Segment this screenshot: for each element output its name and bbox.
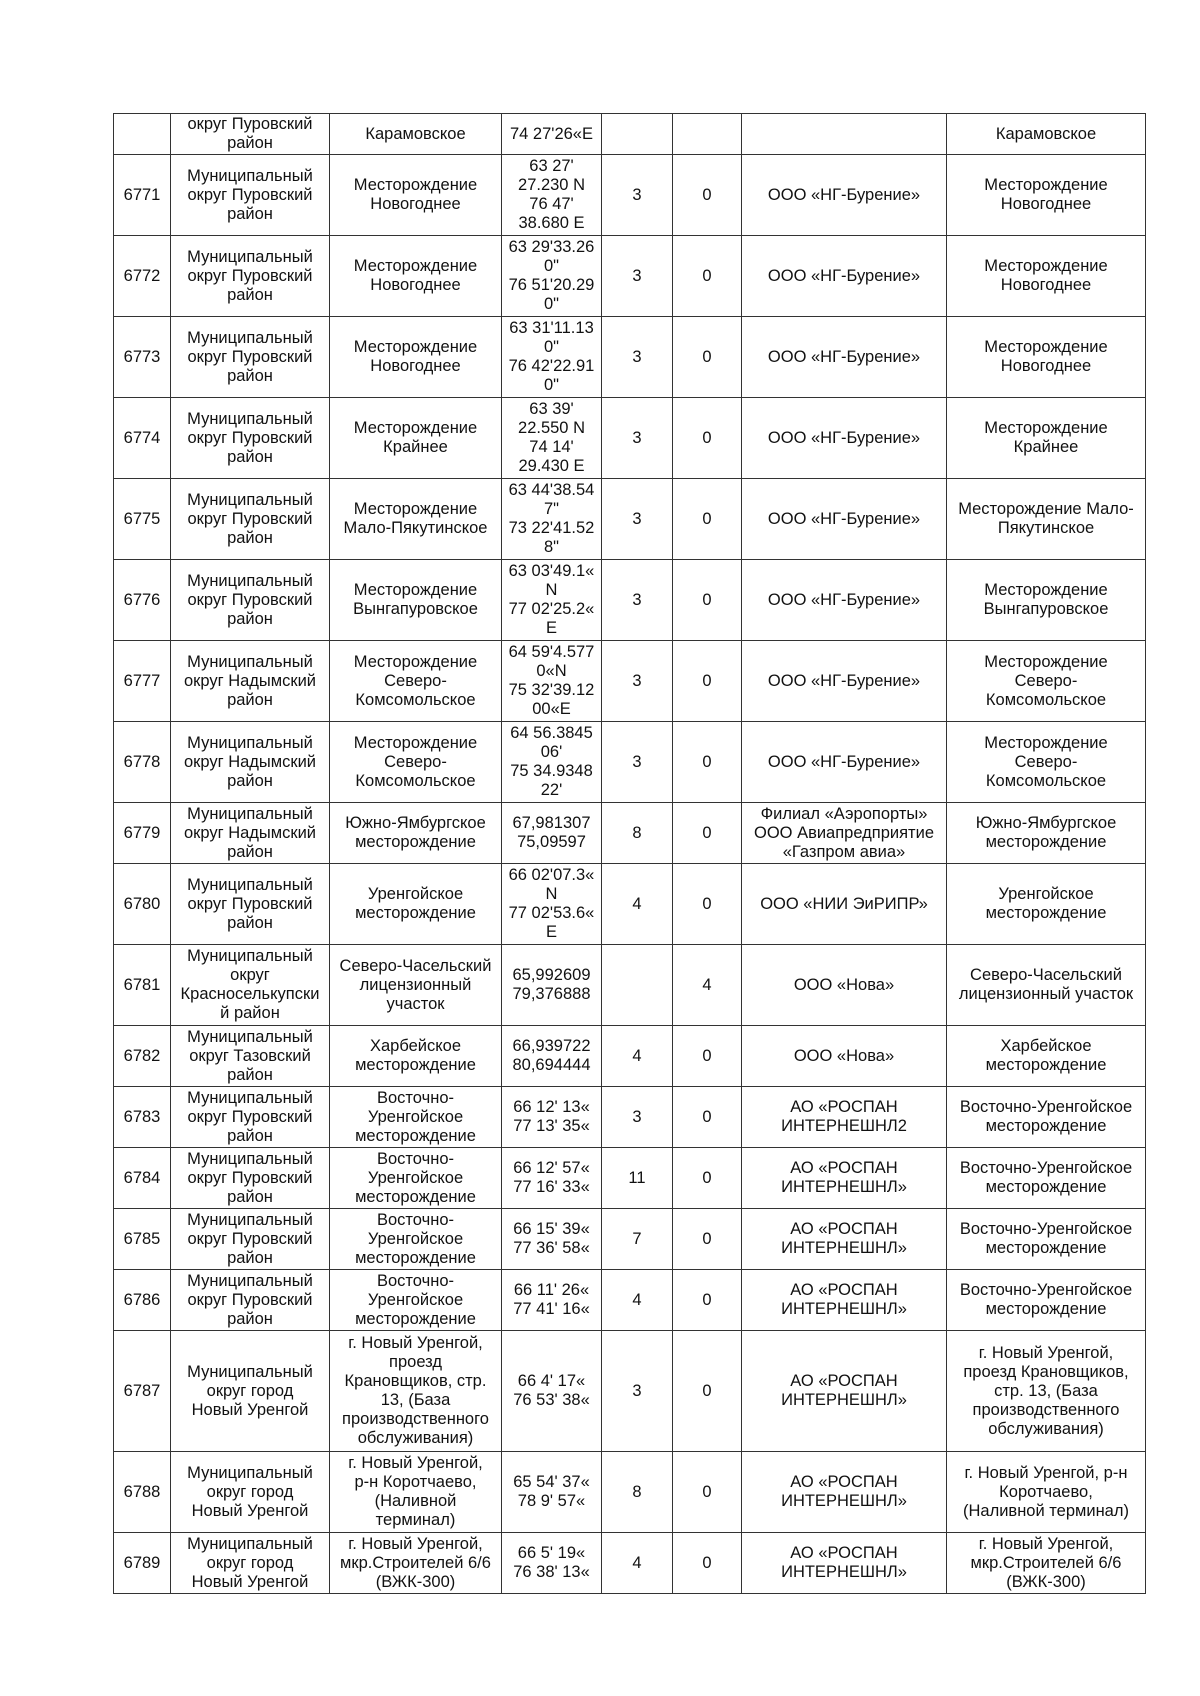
district-cell: Муниципальный округ Пуровский район [171, 1148, 330, 1209]
count-cell: 3 [602, 641, 673, 722]
table-row [114, 560, 1146, 641]
row-number: 6788 [114, 1452, 171, 1533]
place-cell: Карамовское [330, 114, 502, 155]
location-cell: г. Новый Уренгой, мкр.Строителей 6/6 (ВЖК-300) [947, 1533, 1146, 1594]
organization-cell: АО «РОСПАН ИНТЕРНЕШНЛ» [742, 1331, 947, 1452]
table-row [114, 641, 1146, 722]
organization-cell: ООО «НИИ ЭиРИПР» [742, 864, 947, 945]
row-number: 6784 [114, 1148, 171, 1209]
organization-cell: ООО «НГ-Бурение» [742, 155, 947, 236]
count2-cell: 0 [673, 560, 742, 641]
location-cell: Северо-Часельский лицензионный участок [947, 945, 1146, 1026]
row-number: 6789 [114, 1533, 171, 1594]
district-cell: Муниципальный округ Надымский район [171, 722, 330, 803]
organization-cell: АО «РОСПАН ИНТЕРНЕШНЛ» [742, 1148, 947, 1209]
count2-cell: 0 [673, 236, 742, 317]
registry-table [113, 113, 1146, 1594]
place-cell: Южно-Ямбургское месторождение [330, 803, 502, 864]
location-cell: Южно-Ямбургское месторождение [947, 803, 1146, 864]
count2-cell: 0 [673, 1331, 742, 1452]
table-row [114, 803, 1146, 864]
organization-cell: АО «РОСПАН ИНТЕРНЕШНЛ» [742, 1452, 947, 1533]
table-body [114, 114, 1146, 1594]
count2-cell: 0 [673, 155, 742, 236]
count2-cell [673, 114, 742, 155]
location-cell: Месторождение Северо- Комсомольское [947, 722, 1146, 803]
coordinates-cell: 66 12' 57« 77 16' 33« [502, 1148, 602, 1209]
place-cell: Уренгойское месторождение [330, 864, 502, 945]
count-cell: 3 [602, 722, 673, 803]
coordinates-cell: 65 54' 37« 78 9' 57« [502, 1452, 602, 1533]
place-cell: Месторождение Новогоднее [330, 317, 502, 398]
coordinates-cell: 64 56.3845 06' 75 34.9348 22' [502, 722, 602, 803]
district-cell: Муниципальный округ Пуровский район [171, 1209, 330, 1270]
count-cell [602, 114, 673, 155]
coordinates-cell: 74 27'26«E [502, 114, 602, 155]
count2-cell: 0 [673, 479, 742, 560]
place-cell: Месторождение Северо- Комсомольское [330, 641, 502, 722]
coordinates-cell: 66 5' 19« 76 38' 13« [502, 1533, 602, 1594]
district-cell: Муниципальный округ город Новый Уренгой [171, 1533, 330, 1594]
row-number: 6778 [114, 722, 171, 803]
place-cell: Месторождение Вынгапуровское [330, 560, 502, 641]
count-cell [602, 945, 673, 1026]
place-cell: г. Новый Уренгой, р-н Коротчаево, (Наливной терминал) [330, 1452, 502, 1533]
count-cell: 4 [602, 1026, 673, 1087]
row-number: 6777 [114, 641, 171, 722]
location-cell: Восточно-Уренгойское месторождение [947, 1209, 1146, 1270]
district-cell: Муниципальный округ Пуровский район [171, 560, 330, 641]
location-cell: Месторождение Новогоднее [947, 317, 1146, 398]
table-row [114, 1533, 1146, 1594]
table-row [114, 945, 1146, 1026]
district-cell: Муниципальный округ город Новый Уренгой [171, 1452, 330, 1533]
table-row [114, 155, 1146, 236]
location-cell: Уренгойское месторождение [947, 864, 1146, 945]
organization-cell: ООО «Нова» [742, 1026, 947, 1087]
district-cell: Муниципальный округ Пуровский район [171, 1270, 330, 1331]
district-cell: Муниципальный округ Надымский район [171, 803, 330, 864]
count2-cell: 0 [673, 1087, 742, 1148]
place-cell: Месторождение Мало-Пякутинское [330, 479, 502, 560]
district-cell: Муниципальный округ Тазовский район [171, 1026, 330, 1087]
place-cell: Восточно- Уренгойское месторождение [330, 1148, 502, 1209]
location-cell: Восточно-Уренгойское месторождение [947, 1270, 1146, 1331]
district-cell: Муниципальный округ Пуровский район [171, 398, 330, 479]
row-number: 6782 [114, 1026, 171, 1087]
coordinates-cell: 67,981307 75,09597 [502, 803, 602, 864]
count-cell: 7 [602, 1209, 673, 1270]
location-cell: Месторождение Мало- Пякутинское [947, 479, 1146, 560]
coordinates-cell: 63 03'49.1« N 77 02'25.2« E [502, 560, 602, 641]
location-cell: Месторождение Северо- Комсомольское [947, 641, 1146, 722]
table-row [114, 236, 1146, 317]
location-cell: Месторождение Крайнее [947, 398, 1146, 479]
location-cell: Месторождение Новогоднее [947, 236, 1146, 317]
location-cell: Месторождение Новогоднее [947, 155, 1146, 236]
table-row [114, 479, 1146, 560]
count-cell: 8 [602, 1452, 673, 1533]
coordinates-cell: 66 15' 39« 77 36' 58« [502, 1209, 602, 1270]
location-cell: Харбейское месторождение [947, 1026, 1146, 1087]
row-number: 6774 [114, 398, 171, 479]
coordinates-cell: 64 59'4.577 0«N 75 32'39.12 00«E [502, 641, 602, 722]
location-cell: г. Новый Уренгой, р-н Коротчаево, (Наливной терминал) [947, 1452, 1146, 1533]
place-cell: Харбейское месторождение [330, 1026, 502, 1087]
district-cell: округ Пуровский район [171, 114, 330, 155]
place-cell: Месторождение Крайнее [330, 398, 502, 479]
row-number: 6786 [114, 1270, 171, 1331]
place-cell: Северо-Часельский лицензионный участок [330, 945, 502, 1026]
district-cell: Муниципальный округ Красноселькупски й район [171, 945, 330, 1026]
district-cell: Муниципальный округ город Новый Уренгой [171, 1331, 330, 1452]
row-number: 6779 [114, 803, 171, 864]
count2-cell: 0 [673, 803, 742, 864]
table-row [114, 317, 1146, 398]
organization-cell: ООО «НГ-Бурение» [742, 236, 947, 317]
row-number: 6783 [114, 1087, 171, 1148]
count-cell: 4 [602, 1270, 673, 1331]
count-cell: 3 [602, 155, 673, 236]
district-cell: Муниципальный округ Пуровский район [171, 317, 330, 398]
location-cell: Месторождение Вынгапуровское [947, 560, 1146, 641]
table-row [114, 1452, 1146, 1533]
table-row [114, 114, 1146, 155]
row-number: 6785 [114, 1209, 171, 1270]
organization-cell: ООО «Нова» [742, 945, 947, 1026]
organization-cell: ООО «НГ-Бурение» [742, 398, 947, 479]
place-cell: г. Новый Уренгой, проезд Крановщиков, стр. 13, (База производственного обслуживания) [330, 1331, 502, 1452]
place-cell: Месторождение Новогоднее [330, 155, 502, 236]
count2-cell: 0 [673, 1533, 742, 1594]
coordinates-cell: 66,939722 80,694444 [502, 1026, 602, 1087]
count-cell: 4 [602, 1533, 673, 1594]
table-row [114, 864, 1146, 945]
table-row [114, 722, 1146, 803]
district-cell: Муниципальный округ Надымский район [171, 641, 330, 722]
count-cell: 11 [602, 1148, 673, 1209]
row-number: 6772 [114, 236, 171, 317]
place-cell: Месторождение Новогоднее [330, 236, 502, 317]
location-cell: Восточно-Уренгойское месторождение [947, 1148, 1146, 1209]
row-number: 6771 [114, 155, 171, 236]
organization-cell: АО «РОСПАН ИНТЕРНЕШНЛ» [742, 1209, 947, 1270]
coordinates-cell: 66 4' 17« 76 53' 38« [502, 1331, 602, 1452]
place-cell: г. Новый Уренгой, мкр.Строителей 6/6 (ВЖК-300) [330, 1533, 502, 1594]
organization-cell: АО «РОСПАН ИНТЕРНЕШНЛ» [742, 1270, 947, 1331]
count2-cell: 0 [673, 1026, 742, 1087]
organization-cell: АО «РОСПАН ИНТЕРНЕШНЛ» [742, 1533, 947, 1594]
coordinates-cell: 63 44'38.54 7" 73 22'41.52 8" [502, 479, 602, 560]
district-cell: Муниципальный округ Пуровский район [171, 1087, 330, 1148]
count2-cell: 0 [673, 1270, 742, 1331]
count2-cell: 0 [673, 1148, 742, 1209]
coordinates-cell: 66 12' 13« 77 13' 35« [502, 1087, 602, 1148]
organization-cell: АО «РОСПАН ИНТЕРНЕШНЛ2 [742, 1087, 947, 1148]
coordinates-cell: 63 27' 27.230 N 76 47' 38.680 E [502, 155, 602, 236]
table-row [114, 1270, 1146, 1331]
row-number [114, 114, 171, 155]
table-row [114, 1331, 1146, 1452]
count-cell: 3 [602, 317, 673, 398]
count-cell: 3 [602, 236, 673, 317]
count2-cell: 0 [673, 864, 742, 945]
place-cell: Восточно- Уренгойское месторождение [330, 1087, 502, 1148]
coordinates-cell: 63 39' 22.550 N 74 14' 29.430 E [502, 398, 602, 479]
organization-cell: ООО «НГ-Бурение» [742, 560, 947, 641]
table-row [114, 398, 1146, 479]
place-cell: Восточно- Уренгойское месторождение [330, 1209, 502, 1270]
count-cell: 3 [602, 398, 673, 479]
organization-cell: ООО «НГ-Бурение» [742, 317, 947, 398]
district-cell: Муниципальный округ Пуровский район [171, 479, 330, 560]
count2-cell: 0 [673, 1452, 742, 1533]
coordinates-cell: 63 29'33.26 0" 76 51'20.29 0" [502, 236, 602, 317]
place-cell: Месторождение Северо- Комсомольское [330, 722, 502, 803]
count-cell: 3 [602, 1087, 673, 1148]
row-number: 6787 [114, 1331, 171, 1452]
district-cell: Муниципальный округ Пуровский район [171, 155, 330, 236]
row-number: 6775 [114, 479, 171, 560]
row-number: 6773 [114, 317, 171, 398]
count2-cell: 4 [673, 945, 742, 1026]
location-cell: Карамовское [947, 114, 1146, 155]
count-cell: 3 [602, 1331, 673, 1452]
count-cell: 3 [602, 479, 673, 560]
location-cell: Восточно-Уренгойское месторождение [947, 1087, 1146, 1148]
count-cell: 8 [602, 803, 673, 864]
location-cell: г. Новый Уренгой, проезд Крановщиков, стр. 13, (База производственного обслуживания) [947, 1331, 1146, 1452]
count-cell: 3 [602, 560, 673, 641]
organization-cell: ООО «НГ-Бурение» [742, 479, 947, 560]
coordinates-cell: 65,992609 79,376888 [502, 945, 602, 1026]
row-number: 6776 [114, 560, 171, 641]
row-number: 6781 [114, 945, 171, 1026]
organization-cell: ООО «НГ-Бурение» [742, 722, 947, 803]
table-row [114, 1209, 1146, 1270]
coordinates-cell: 66 02'07.3« N 77 02'53.6« E [502, 864, 602, 945]
organization-cell: Филиал «Аэропорты» ООО Авиапредприятие «Газпром авиа» [742, 803, 947, 864]
coordinates-cell: 66 11' 26« 77 41' 16« [502, 1270, 602, 1331]
count-cell: 4 [602, 864, 673, 945]
district-cell: Муниципальный округ Пуровский район [171, 864, 330, 945]
count2-cell: 0 [673, 1209, 742, 1270]
count2-cell: 0 [673, 317, 742, 398]
count2-cell: 0 [673, 641, 742, 722]
count2-cell: 0 [673, 722, 742, 803]
organization-cell: ООО «НГ-Бурение» [742, 641, 947, 722]
table-row [114, 1087, 1146, 1148]
count2-cell: 0 [673, 398, 742, 479]
row-number: 6780 [114, 864, 171, 945]
district-cell: Муниципальный округ Пуровский район [171, 236, 330, 317]
table-row [114, 1148, 1146, 1209]
organization-cell [742, 114, 947, 155]
table-row [114, 1026, 1146, 1087]
place-cell: Восточно- Уренгойское месторождение [330, 1270, 502, 1331]
coordinates-cell: 63 31'11.13 0" 76 42'22.91 0" [502, 317, 602, 398]
